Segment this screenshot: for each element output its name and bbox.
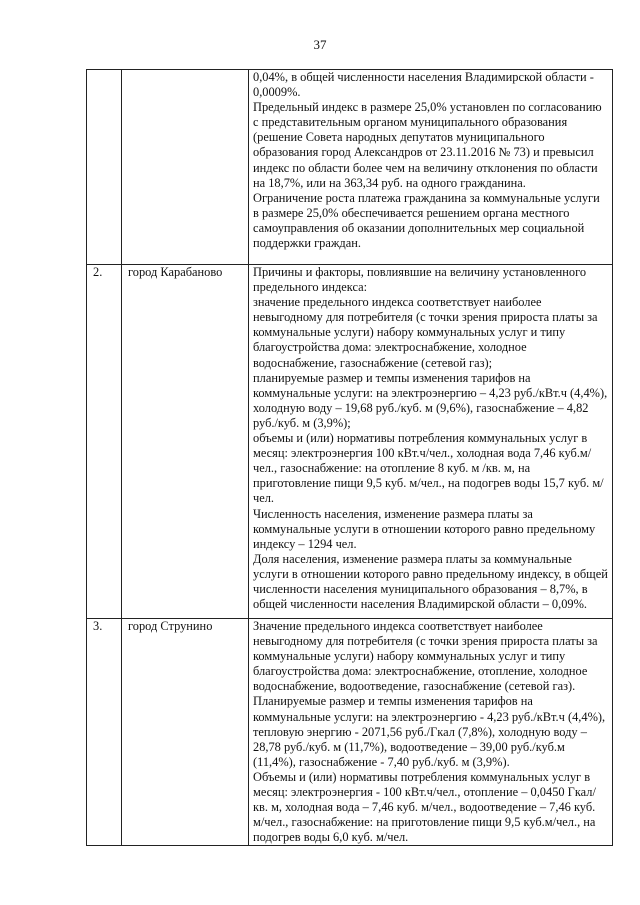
paragraph: Объемы и (или) нормативы потребления коммунальных услуг в месяц: электроэнергия - 100 кВт.ч/чел., отопление – 0,0450 Гкал/кв. м, холодная вода – 7,46 куб. м/чел., водоотведение – 7,46 куб. м/чел., газоснабжение: на приготовление пищи 9,5 куб.м/чел., на подогрев воды 6,0 куб. м/чел. [253,769,596,845]
indices-table [86,69,613,846]
justification-cell [249,70,613,265]
table-row [87,70,613,265]
row-number-cell: 2. [87,265,122,619]
paragraph: 0,04%, в общей численности населения Владимирской области - 0,0009%. [253,70,594,100]
paragraph: значение предельного индекса соответствует наиболее невыгодному для потребителя (с точки зрения прироста платы за коммунальные услуги) набору коммунальных услуг и типу благоустройства дома: электроснабжение, холодное водоснабжение, газоснабжение (сетевой газ); [253,295,598,370]
municipality-cell [122,70,249,265]
paragraph: Численность населения, изменение размера платы за коммунальные услуги в отношении которого равно предельному индексу – 1294 чел. [253,506,596,551]
paragraph: планируемые размер и темпы изменения тарифов на коммунальные услуги: на электроэнергию – 4,23 руб./кВт.ч (4,4%), холодную воду – 19,68 руб./куб. м (9,6%), газоснабжение – 4,82 руб./куб. м (3,9%); [253,370,608,430]
page-number: 37 [313,37,327,52]
row-number-cell: 3. [87,619,122,846]
row-number-cell [87,70,122,265]
paragraph: Значение предельного индекса соответствует наиболее невыгодному для потребителя (с точки зрения прироста платы за коммунальные услуги) набору коммунальных услуг и типу благоустройства дома: электроснабжение, отопление, холодное водоснабжение, водоотведение, газоснабжение (сетевой газ). [253,619,598,694]
table-row [87,265,613,619]
paragraph: Предельный индекс в размере 25,0% установлен по согласованию с представительным органом муниципального образования (решение Совета народных депутатов муниципального образования город Александров от 23.11.2016 № 73) и превысил индекс по области более чем на величину отклонения по области на 18,7%, или на 363,34 руб. на одного гражданина. [253,100,602,190]
paragraph: Ограничение роста платежа гражданина за коммунальные услуги в размере 25,0% обеспечивается решением органа местного самоуправления об оказании дополнительных мер социальной поддержки граждан. [253,190,600,251]
table-row [87,619,613,846]
paragraph: Планируемые размер и темпы изменения тарифов на коммунальные услуги: на электроэнергию - 4,23 руб./кВт.ч (4,4%), тепловую энергию - 2071,56 руб./Гкал (7,8%), холодную воду – 28,78 руб./куб. м (11,7%), водоотведение – 39,00 руб./куб.м (11,4%), газоснабжение - 7,40 руб./куб. м (3,9%). [253,694,606,769]
justification-cell [249,619,613,846]
paragraph: Доля населения, изменение размера платы за коммунальные услуги в отношении которого равно предельному индексу, в общей численности населения муниципального образования – 8,7%, в общей численности населения Владимирской области – 0,09%. [253,551,608,612]
justification-cell [249,265,613,619]
municipality-cell: город Струнино [122,619,249,846]
paragraph: объемы и (или) нормативы потребления коммунальных услуг в месяц: электроэнергия 100 кВт.ч/чел., холодная вода 7,46 куб.м/чел., газоснабжение: на отопление 8 куб. м /кв. м, на приготовление пищи 9,5 куб. м/чел., на подогрев воды 15,7 куб. м/чел. [253,431,604,506]
municipality-cell: город Карабаново [122,265,249,619]
paragraph: Причины и факторы, повлиявшие на величину установленного предельного индекса: [253,265,587,295]
